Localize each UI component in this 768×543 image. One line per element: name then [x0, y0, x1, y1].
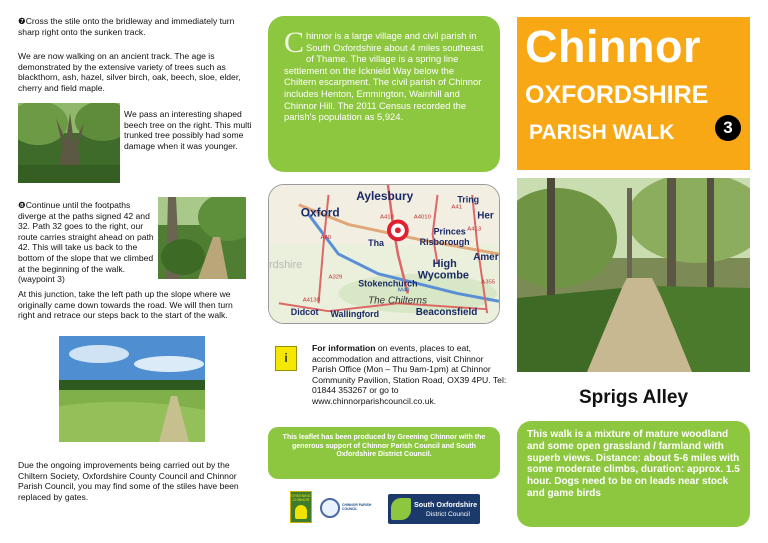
beech-tree-photo: [18, 103, 120, 183]
map-road-a413: A413: [467, 226, 482, 233]
map-label-her: Her: [477, 210, 494, 222]
south-oxfordshire-logo: [388, 494, 480, 524]
intro-text: hinnor is a large village and civil parish in South Oxfordshire about 4 miles southeast of Thame. The village is a spring line settlement on the Icknield Way below the Chiltern escarpment. The civil parish of Chinnor includes Henton, Emmington, Wainhill and Chinnor Hill. The 2011 Census recorded the parish's population as 5,924.: [284, 30, 484, 123]
path-junction-photo: [158, 197, 246, 279]
map-road-a355: A355: [481, 279, 496, 286]
map-label-amer: Amer: [473, 251, 499, 263]
intro-box: [268, 16, 500, 172]
map-label-wallingford: Wallingford: [330, 309, 380, 320]
parish-logo-text: CHINNOR PARISH COUNCIL: [342, 503, 372, 512]
info-bold: For information: [312, 343, 376, 353]
map-road-a418: A418: [380, 214, 394, 221]
greening-logo-line1: GREENING: [291, 494, 311, 498]
beech-tree-text: We pass an interesting shaped beech tree on the right. This multi trunked tree possibly had some damage when it was younger.: [124, 109, 252, 151]
step8-text: ❽Continue until the footpaths diverge at the paths signed 42 and 32. Path 32 goes to the right, our route carries straight ahead on path 42. This will take us back to the bottom of the slope that we climbed at the beginning of the walk. (waypoint 3): [18, 200, 154, 285]
map-label-chilterns: The Chilterns: [368, 295, 428, 307]
map-road-a329: A329: [328, 274, 343, 281]
sprigs-alley-photo: [517, 178, 750, 372]
title-block: [517, 17, 750, 170]
title-parish-walk: PARISH WALK: [529, 121, 675, 144]
title-chinnor: Chinnor: [525, 21, 701, 72]
map-label-oxford: Oxford: [300, 205, 340, 220]
walk-summary-box: This walk is a mixture of mature woodland and some open grassland / farmland with superb views. Distance: about 5-6 miles with some moderate climbs, duration: approx. 1.5 hour. Dogs need to be on leads near stock and game birds: [517, 421, 750, 527]
map-label-wycombe: Wycombe: [417, 269, 469, 282]
map-label-oxfordshire: rdshire: [269, 258, 303, 271]
map-road-a4010: A4010: [413, 214, 431, 221]
ancient-track-text: We are now walking on an ancient track. The age is demonstrated by the extensive variety of trees such as blackthorn, ash, hazel, silver birch, oak, beech, sloe, elder, cherry and field maple.: [18, 51, 241, 93]
info-icon: i: [275, 346, 297, 371]
map-label-beaconsfield: Beaconsfield: [415, 307, 478, 319]
sprigs-alley-title: Sprigs Alley: [578, 387, 689, 408]
map-label-tring: Tring: [457, 194, 480, 205]
map-road-m40: M40: [397, 287, 410, 294]
map-label-aylesbury: Aylesbury: [356, 188, 414, 203]
map-label-stokenchurch: Stokenchurch: [358, 278, 418, 289]
walk-number-badge: 3: [715, 115, 741, 141]
leaflet-credit-box: This leaflet has been produced by Greening Chinnor with the generous support of Chinnor Parish Council and South Oxfordshire District Council.: [268, 427, 500, 479]
map-label-didcot: Didcot: [290, 307, 319, 318]
field-view-photo: [59, 336, 205, 442]
map-label-thame: Tha: [368, 238, 384, 249]
sodc-line1: South Oxfordshire: [414, 500, 478, 509]
chinnor-parish-council-logo: [320, 498, 380, 518]
gates-note-text: Due the ongoing improvements being carried out by the Chiltern Society, Oxfordshire County Council and Chinnor Parish Council, you may find some of the stiles have been replaced by gates.: [18, 460, 239, 502]
info-text: [312, 343, 507, 407]
junction-text: At this junction, take the left path up the slope where we originally came down towards the road. We will then turn right and retrace our steps back to the start of the walk.: [18, 289, 233, 321]
map-road-a4130: A4130: [302, 297, 320, 304]
greening-chinnor-logo: [290, 491, 312, 523]
map-label-princes: Princes: [433, 226, 466, 237]
title-oxfordshire: OXFORDSHIRE: [525, 81, 709, 109]
map-road-a41: A41: [451, 204, 462, 211]
info-body: on events, places to eat, accommodation and attractions, visit Chinnor Parish Office (Mon – Thu 9am-1pm) at Chinnor Community Pavilion, Station Road, OX39 4PU. Tel: 01844 353267 or go to www.chinnorparishcouncil.co.uk.: [312, 343, 507, 406]
intro-dropcap: C: [284, 26, 305, 59]
map-label-high: High: [432, 257, 457, 270]
step7-text: ❼Cross the stile onto the bridleway and immediately turn sharp right onto the sunken track.: [18, 16, 235, 37]
area-map: [268, 184, 500, 324]
sodc-line2: District Council: [426, 511, 470, 518]
map-label-risborough: Risborough: [419, 237, 470, 248]
greening-logo-line2: CHINNOR: [292, 498, 310, 502]
map-road-a40: A40: [320, 235, 332, 242]
